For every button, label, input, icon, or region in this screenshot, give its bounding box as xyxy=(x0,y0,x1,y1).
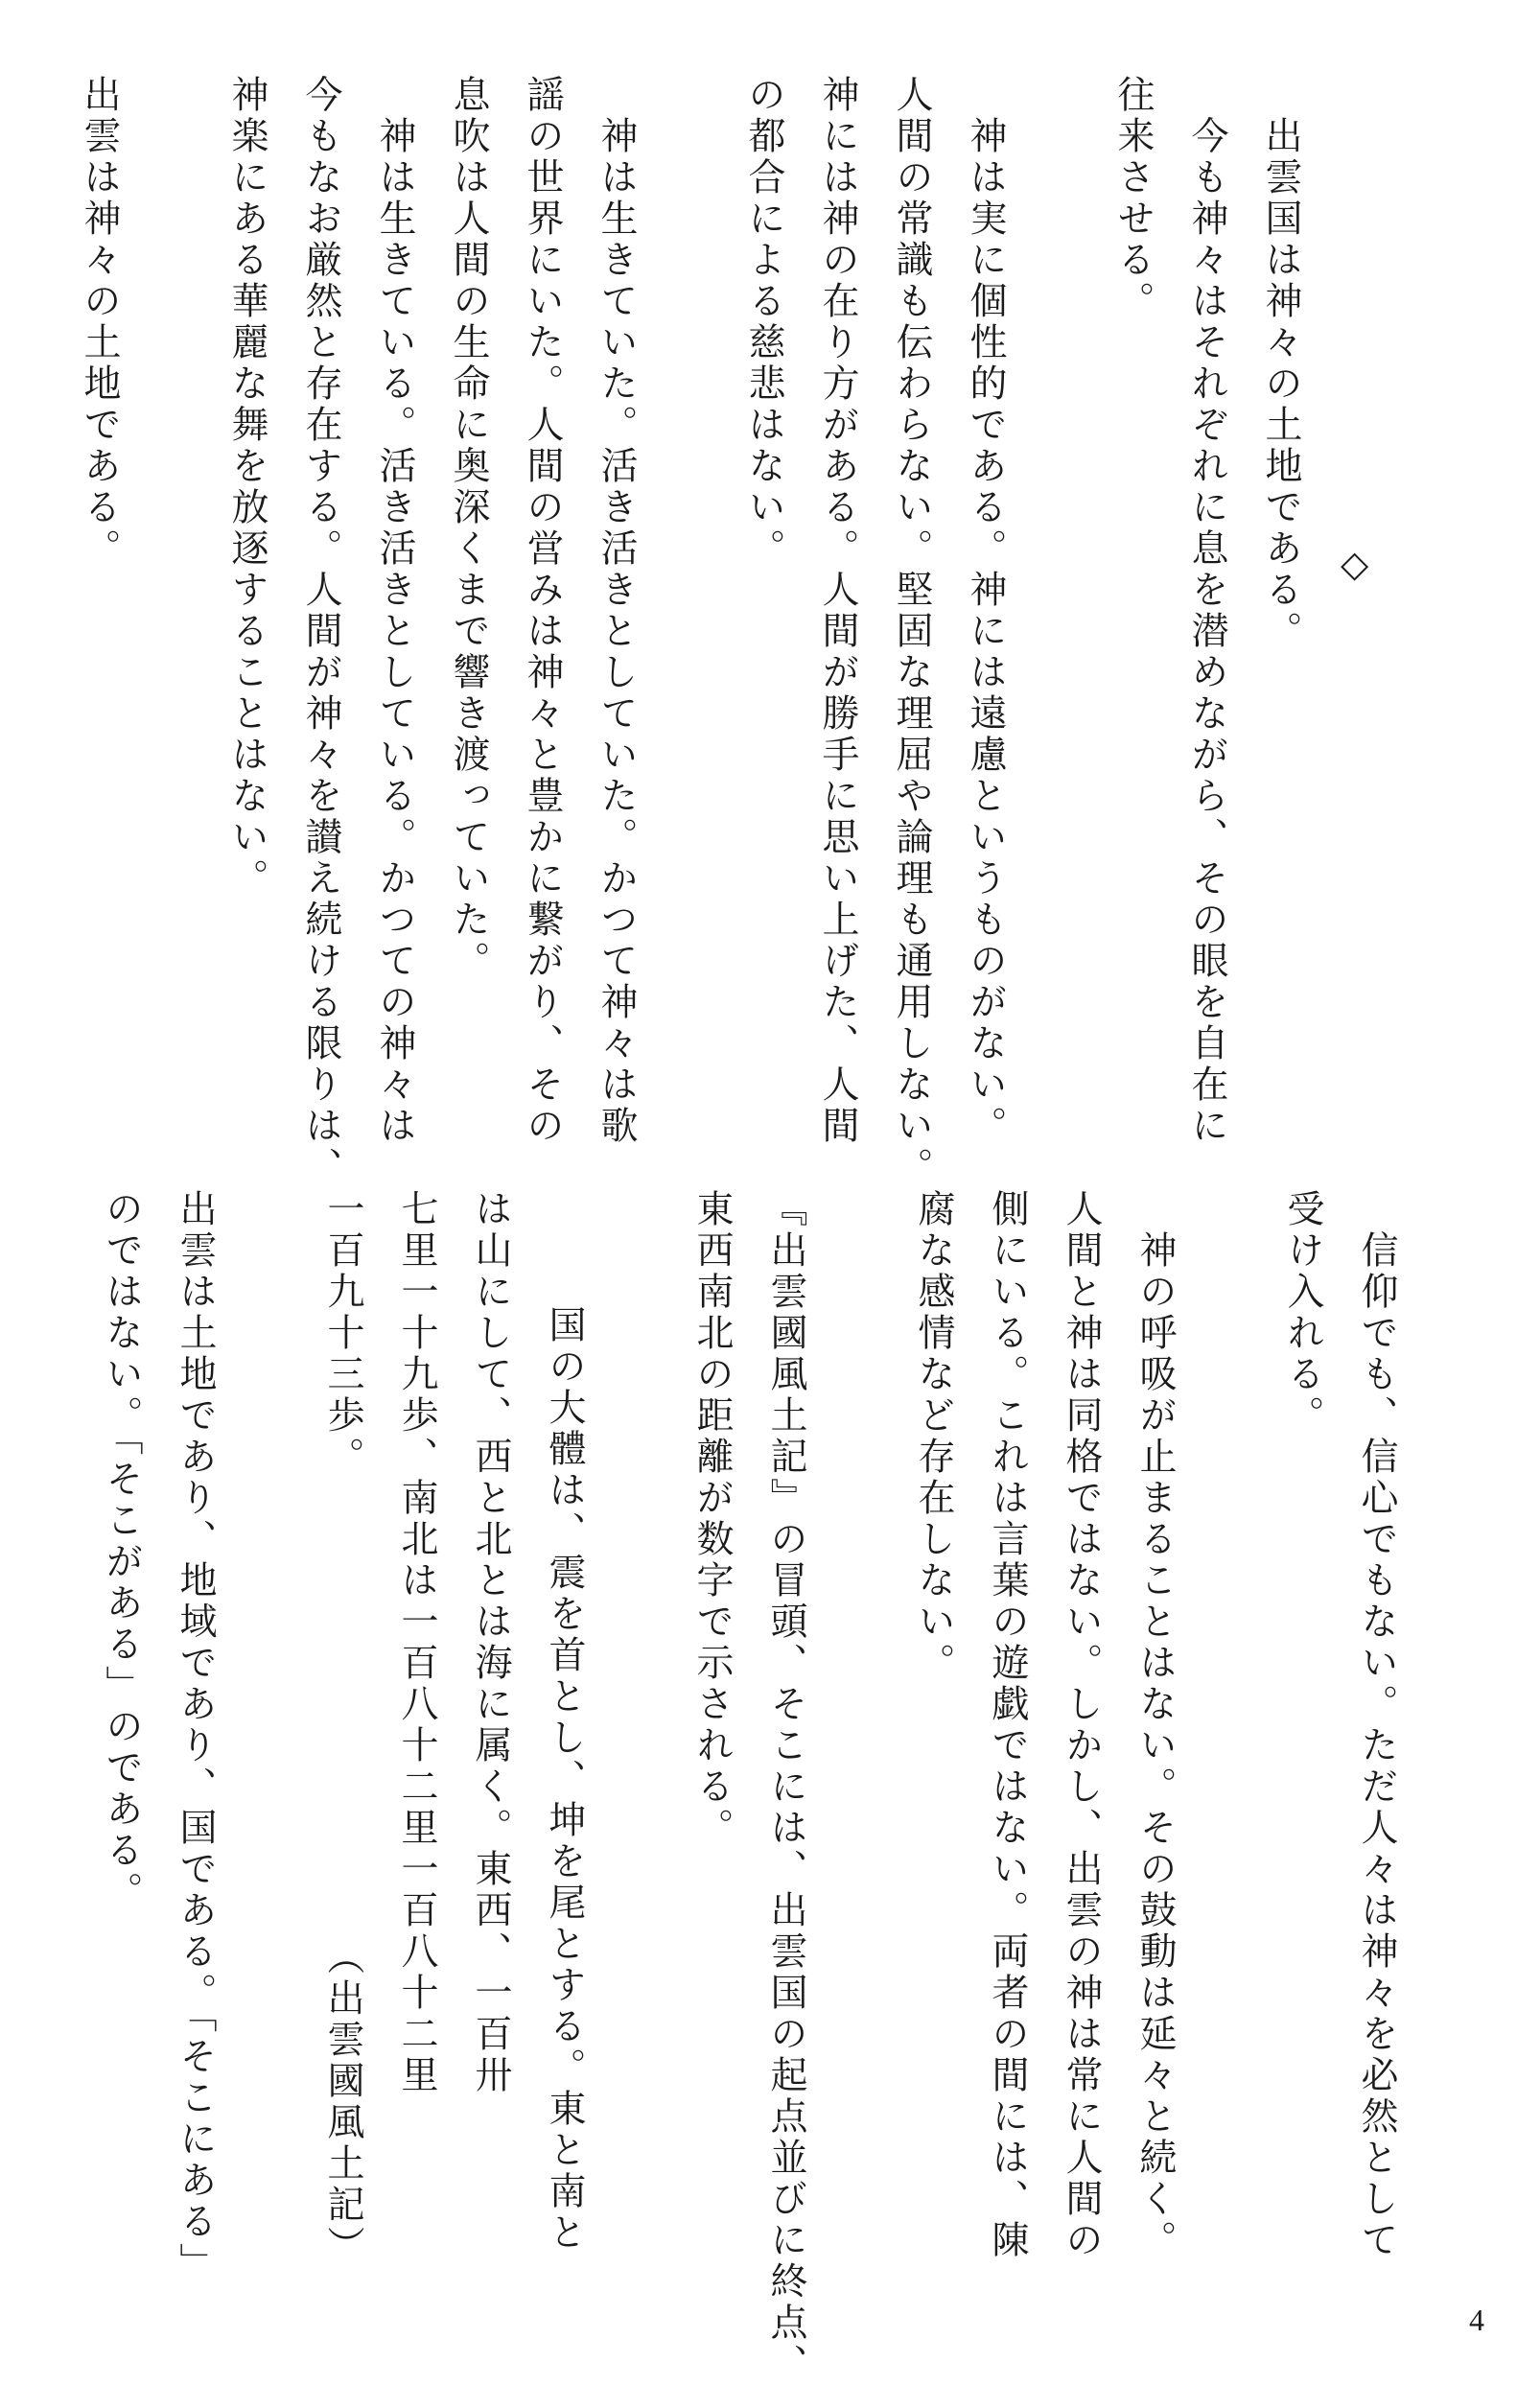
text-column: 神の呼吸が止まることはない。その鼓動は延々と続く。 xyxy=(1133,1189,1177,2261)
blank-column xyxy=(823,1189,897,2186)
text-column: 信仰でも、信心でもない。ただ人々は神々を必然として xyxy=(1355,1189,1398,2261)
text-column: 今も神々はそれぞれに息を潜めながら、その眼を自在に xyxy=(1185,75,1228,1147)
section-divider-diamond: ◇ xyxy=(1341,543,1369,585)
blank-column xyxy=(653,75,727,1072)
text-column: 神は生きていた。活き活きとしていた。かつて神々は歌 xyxy=(595,75,638,1147)
blank-column xyxy=(232,1189,306,2186)
text-column: 側にいる。これは言葉の遊戯ではない。両者の間には、陳 xyxy=(986,1189,1029,2261)
blank-column xyxy=(1022,75,1096,1072)
text-column: 神は実に個性的である。神には遠慮というものがない。 xyxy=(964,75,1007,1147)
quote-column: 七里一十九歩、南北は一百八十二里一百八十二里 xyxy=(395,1189,438,2096)
text-column: 受け入れる。 xyxy=(1281,1189,1324,1437)
text-column: 謡の世界にいた。人間の営みは神々と豊かに繋がり、その xyxy=(521,75,564,1147)
page-number: 4 xyxy=(1469,2303,1484,2337)
text-column: 腐な感情など存在しない。 xyxy=(912,1189,955,1684)
text-column: 今もなお厳然と存在する。人間が神々を讃え続ける限りは、 xyxy=(299,75,342,1188)
text-column: 神には神の在り方がある。人間が勝手に思い上げた、人間 xyxy=(816,75,859,1147)
quote-column: は山にして、西と北とは海に属く。東西、一百卅 xyxy=(469,1189,512,2096)
lower-text-block xyxy=(84,1189,1413,2385)
upper-text-block xyxy=(62,75,1318,1188)
text-column: 息吹は人間の生命に奥深くまで響き渡っていた。 xyxy=(447,75,490,982)
blank-column xyxy=(136,75,210,1072)
text-column: のではない。「そこがある」のである。 xyxy=(100,1189,143,1913)
text-column: の都合による慈悲はない。 xyxy=(742,75,785,570)
citation-column: （出雲國風土記） xyxy=(321,1937,364,2267)
blank-column xyxy=(1192,1189,1266,2186)
text-column: 『出雲國風土記』の冒頭、そこには、出雲国の起点並びに終点、 xyxy=(764,1189,807,2385)
text-column: 出雲は土地であり、地域であり、国である。「そこにある」 xyxy=(174,1189,217,2284)
text-column: 往来させる。 xyxy=(1111,75,1155,322)
text-column: 人間と神は同格ではない。しかし、出雲の神は常に人間の xyxy=(1060,1189,1103,2261)
text-column: 人間の常識も伝わらない。堅固な理屈や論理も通用しない。 xyxy=(890,75,933,1188)
text-column: 出雲は神々の土地である。 xyxy=(78,75,121,570)
text-column: 出雲国は神々の土地である。 xyxy=(1259,75,1302,652)
text-column: 東西南北の距離が数字で示される。 xyxy=(690,1189,734,1849)
quote-column: 一百九十三歩。 xyxy=(321,1189,364,1478)
blank-column xyxy=(601,1189,675,2186)
text-column: 神は生きている。活き活きとしている。かつての神々は xyxy=(373,75,416,1147)
quote-column: 国の大體は、震を首とし、坤を尾とする。東と南と xyxy=(543,1264,586,2254)
text-column: 神楽にある華麗な舞を放逐することはない。 xyxy=(225,75,268,900)
